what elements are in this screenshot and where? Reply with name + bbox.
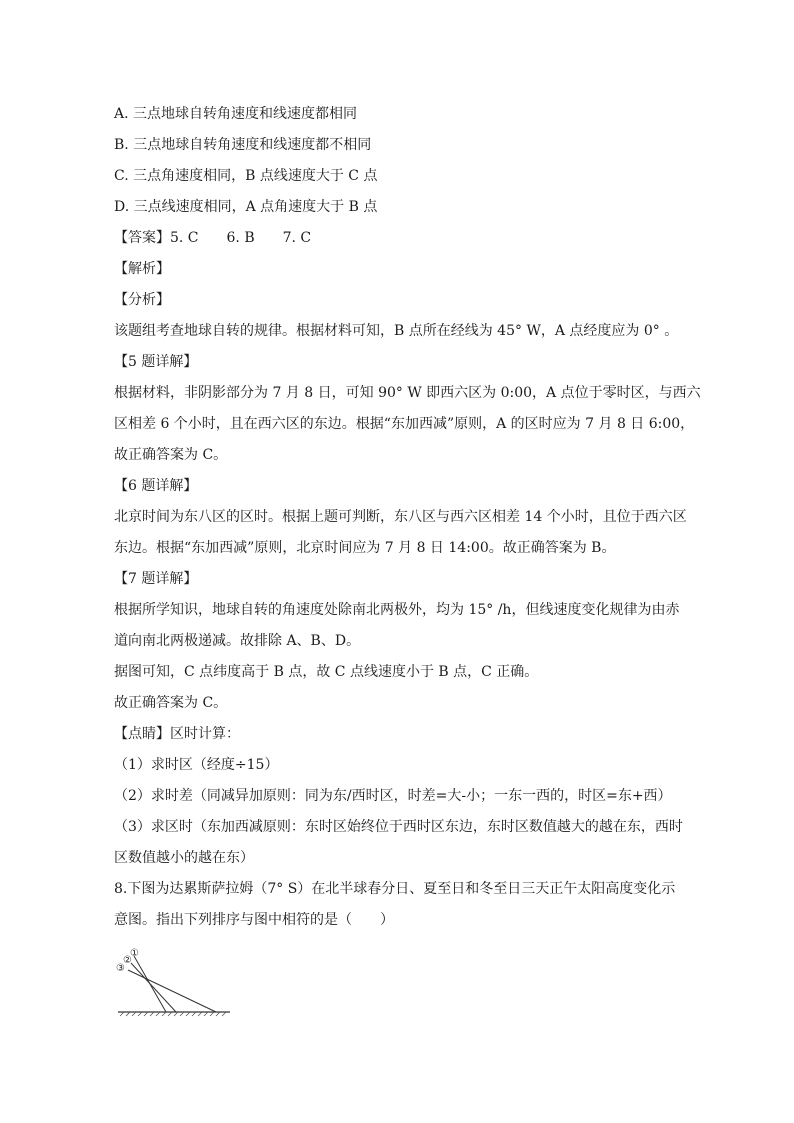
label-2: ②: [123, 955, 132, 966]
q8-line-1: 8.下图为达累斯萨拉姆（7° S）在北半球春分日、夏至日和冬至日三天正午太阳高度变化示: [114, 881, 676, 897]
answer-line: 【答案】5. C 6. B 7. C: [114, 230, 312, 246]
option-c: C. 三点角速度相同，B 点线速度大于 C 点: [114, 168, 378, 184]
q5-line-2: 区相差 6 个小时，且在西六区的东边。根据“东加西减”原则，A 的区时应为 7 月 8 日 6:00，: [114, 416, 695, 432]
q5-heading: 【5 题详解】: [114, 354, 198, 370]
q5-line-1: 根据材料，非阴影部分为 7 月 8 日，可知 90° W 即西六区为 0:00，A 点位于零时区，与西六: [114, 385, 701, 401]
option-b: B. 三点地球自转角速度和线速度都不相同: [114, 137, 372, 153]
sun-angle-diagram: [114, 942, 232, 1018]
q6-heading: 【6 题详解】: [114, 478, 198, 494]
sun-ray-2: [131, 963, 176, 1012]
fenxi-text: 该题组考查地球自转的规律。根据材料可知，B 点所在经线为 45° W，A 点经度应为 0° 。: [114, 323, 679, 339]
sun-angle-svg: [114, 942, 232, 1018]
q6-line-2: 东边。根据“东加西减”原则，北京时间应为 7 月 8 日 14:00。故正确答案为 B。: [114, 540, 616, 556]
dianjing-line-4: 区数值越小的越在东）: [114, 850, 254, 866]
q7-line-3: 据图可知，C 点纬度高于 B 点，故 C 点线速度小于 B 点，C 正确。: [114, 664, 539, 680]
q7-line-1: 根据所学知识，地球自转的角速度处除南北两极外，均为 15° /h，但线速度变化规律为由赤: [114, 602, 680, 618]
q7-line-4: 故正确答案为 C。: [114, 695, 228, 711]
analysis-heading: 【解析】: [114, 261, 170, 277]
q7-heading: 【7 题详解】: [114, 571, 198, 587]
dianjing-heading: 【点睛】区时计算：: [114, 726, 240, 742]
dianjing-line-2: （2）求时差（同减异加原则：同为东/西时区，时差=大-小；一东一西的，时区=东+西）: [114, 788, 672, 804]
q5-line-3: 故正确答案为 C。: [114, 447, 228, 463]
label-3: ③: [116, 963, 125, 974]
q6-line-1: 北京时间为东八区的区时。根据上题可判断，东八区与西六区相差 14 个小时，且位于西六区: [114, 509, 687, 525]
label-1: ①: [130, 948, 139, 959]
option-a: A. 三点地球自转角速度和线速度都相同: [114, 106, 358, 122]
q8-line-2: 意图。指出下列排序与图中相符的是（ ）: [114, 912, 394, 928]
dianjing-line-1: （1）求时区（经度÷15）: [114, 757, 279, 773]
fenxi-heading: 【分析】: [114, 292, 170, 308]
sun-ray-3: [128, 970, 216, 1012]
option-d: D. 三点线速度相同，A 点角速度大于 B 点: [114, 199, 378, 215]
q7-line-2: 道向南北两极递减。故排除 A、B、D。: [114, 633, 361, 649]
dianjing-line-3: （3）求区时（东加西减原则：东时区始终位于西时区东边，东时区数值越大的越在东，西时: [114, 819, 683, 835]
